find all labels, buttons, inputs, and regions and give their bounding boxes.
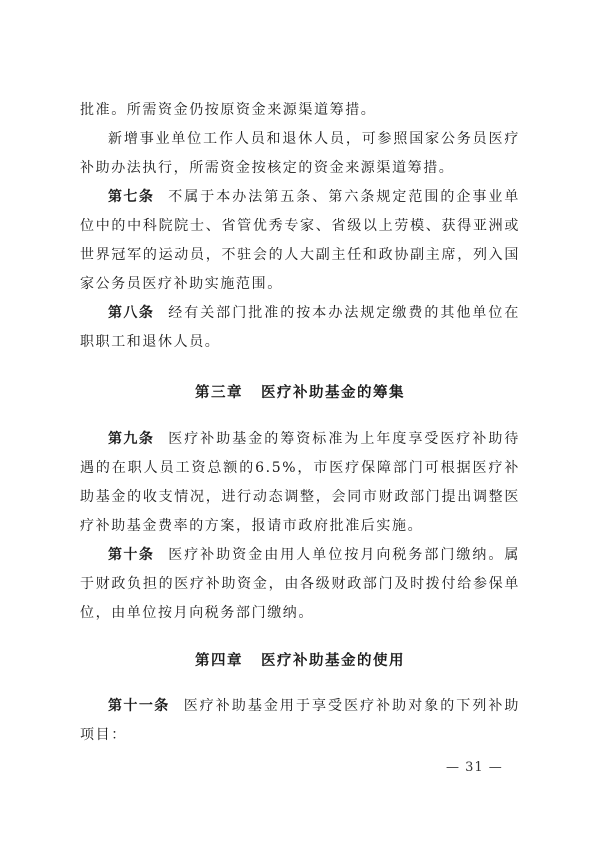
article-9-label: 第九条: [108, 431, 155, 447]
article-7-text: 不属于本办法第五条、第六条规定范围的企事业单位中的中科院院士、省管优秀专家、省级以上劳模、获得亚洲或世界冠军的运动员，不驻会的人大副主任和政协副主席，列入国家公务员医疗补助实施范围。: [80, 189, 521, 292]
article-7-label: 第七条: [108, 189, 155, 205]
article-8-label: 第八条: [108, 305, 155, 321]
chapter-3-heading: [80, 379, 520, 408]
article-8-text: 经有关部门批准的按本办法规定缴费的其他单位在职职工和退休人员。: [80, 305, 521, 350]
page-number: — 31 —: [446, 760, 503, 775]
paragraph-new-staff: 新增事业单位工作人员和退休人员，可参照国家公务员医疗补助办法执行，所需资金按核定的资金来源渠道筹措。: [80, 131, 520, 176]
article-9-text: 医疗补助基金的筹资标准为上年度享受医疗补助待遇的在职人员工资总额的6.5%，市医疗保障部门可根据医疗补助基金的收支情况，进行动态调整，会同市财政部门提出调整医疗补助基金费率的方案，报请市政府批准后实施。: [80, 431, 521, 534]
chapter-3-title: 医疗补助基金的筹集: [261, 385, 405, 401]
chapter-4-heading: [80, 647, 520, 676]
chapter-4-number: 第四章: [195, 653, 243, 669]
article-9: [80, 425, 520, 541]
article-10-text: 医疗补助资金由用人单位按月向税务部门缴纳。属于财政负担的医疗补助资金，由各级财政部门及时拨付给参保单位，由单位按月向税务部门缴纳。: [80, 547, 521, 621]
article-11-text: 医疗补助基金用于享受医疗补助对象的下列补助项目：: [80, 698, 520, 743]
paragraph-continuation: 批准。所需资金仍按原资金来源渠道筹措。: [80, 102, 377, 118]
chapter-3-number: 第三章: [195, 385, 243, 401]
article-11-label: 第十一条: [108, 698, 170, 714]
article-10-label: 第十条: [108, 547, 155, 563]
document-body: [80, 96, 520, 750]
article-10: [80, 541, 520, 628]
chapter-4-title: 医疗补助基金的使用: [261, 653, 405, 669]
article-11: [80, 692, 520, 750]
article-7: [80, 183, 520, 299]
article-8: [80, 299, 520, 357]
